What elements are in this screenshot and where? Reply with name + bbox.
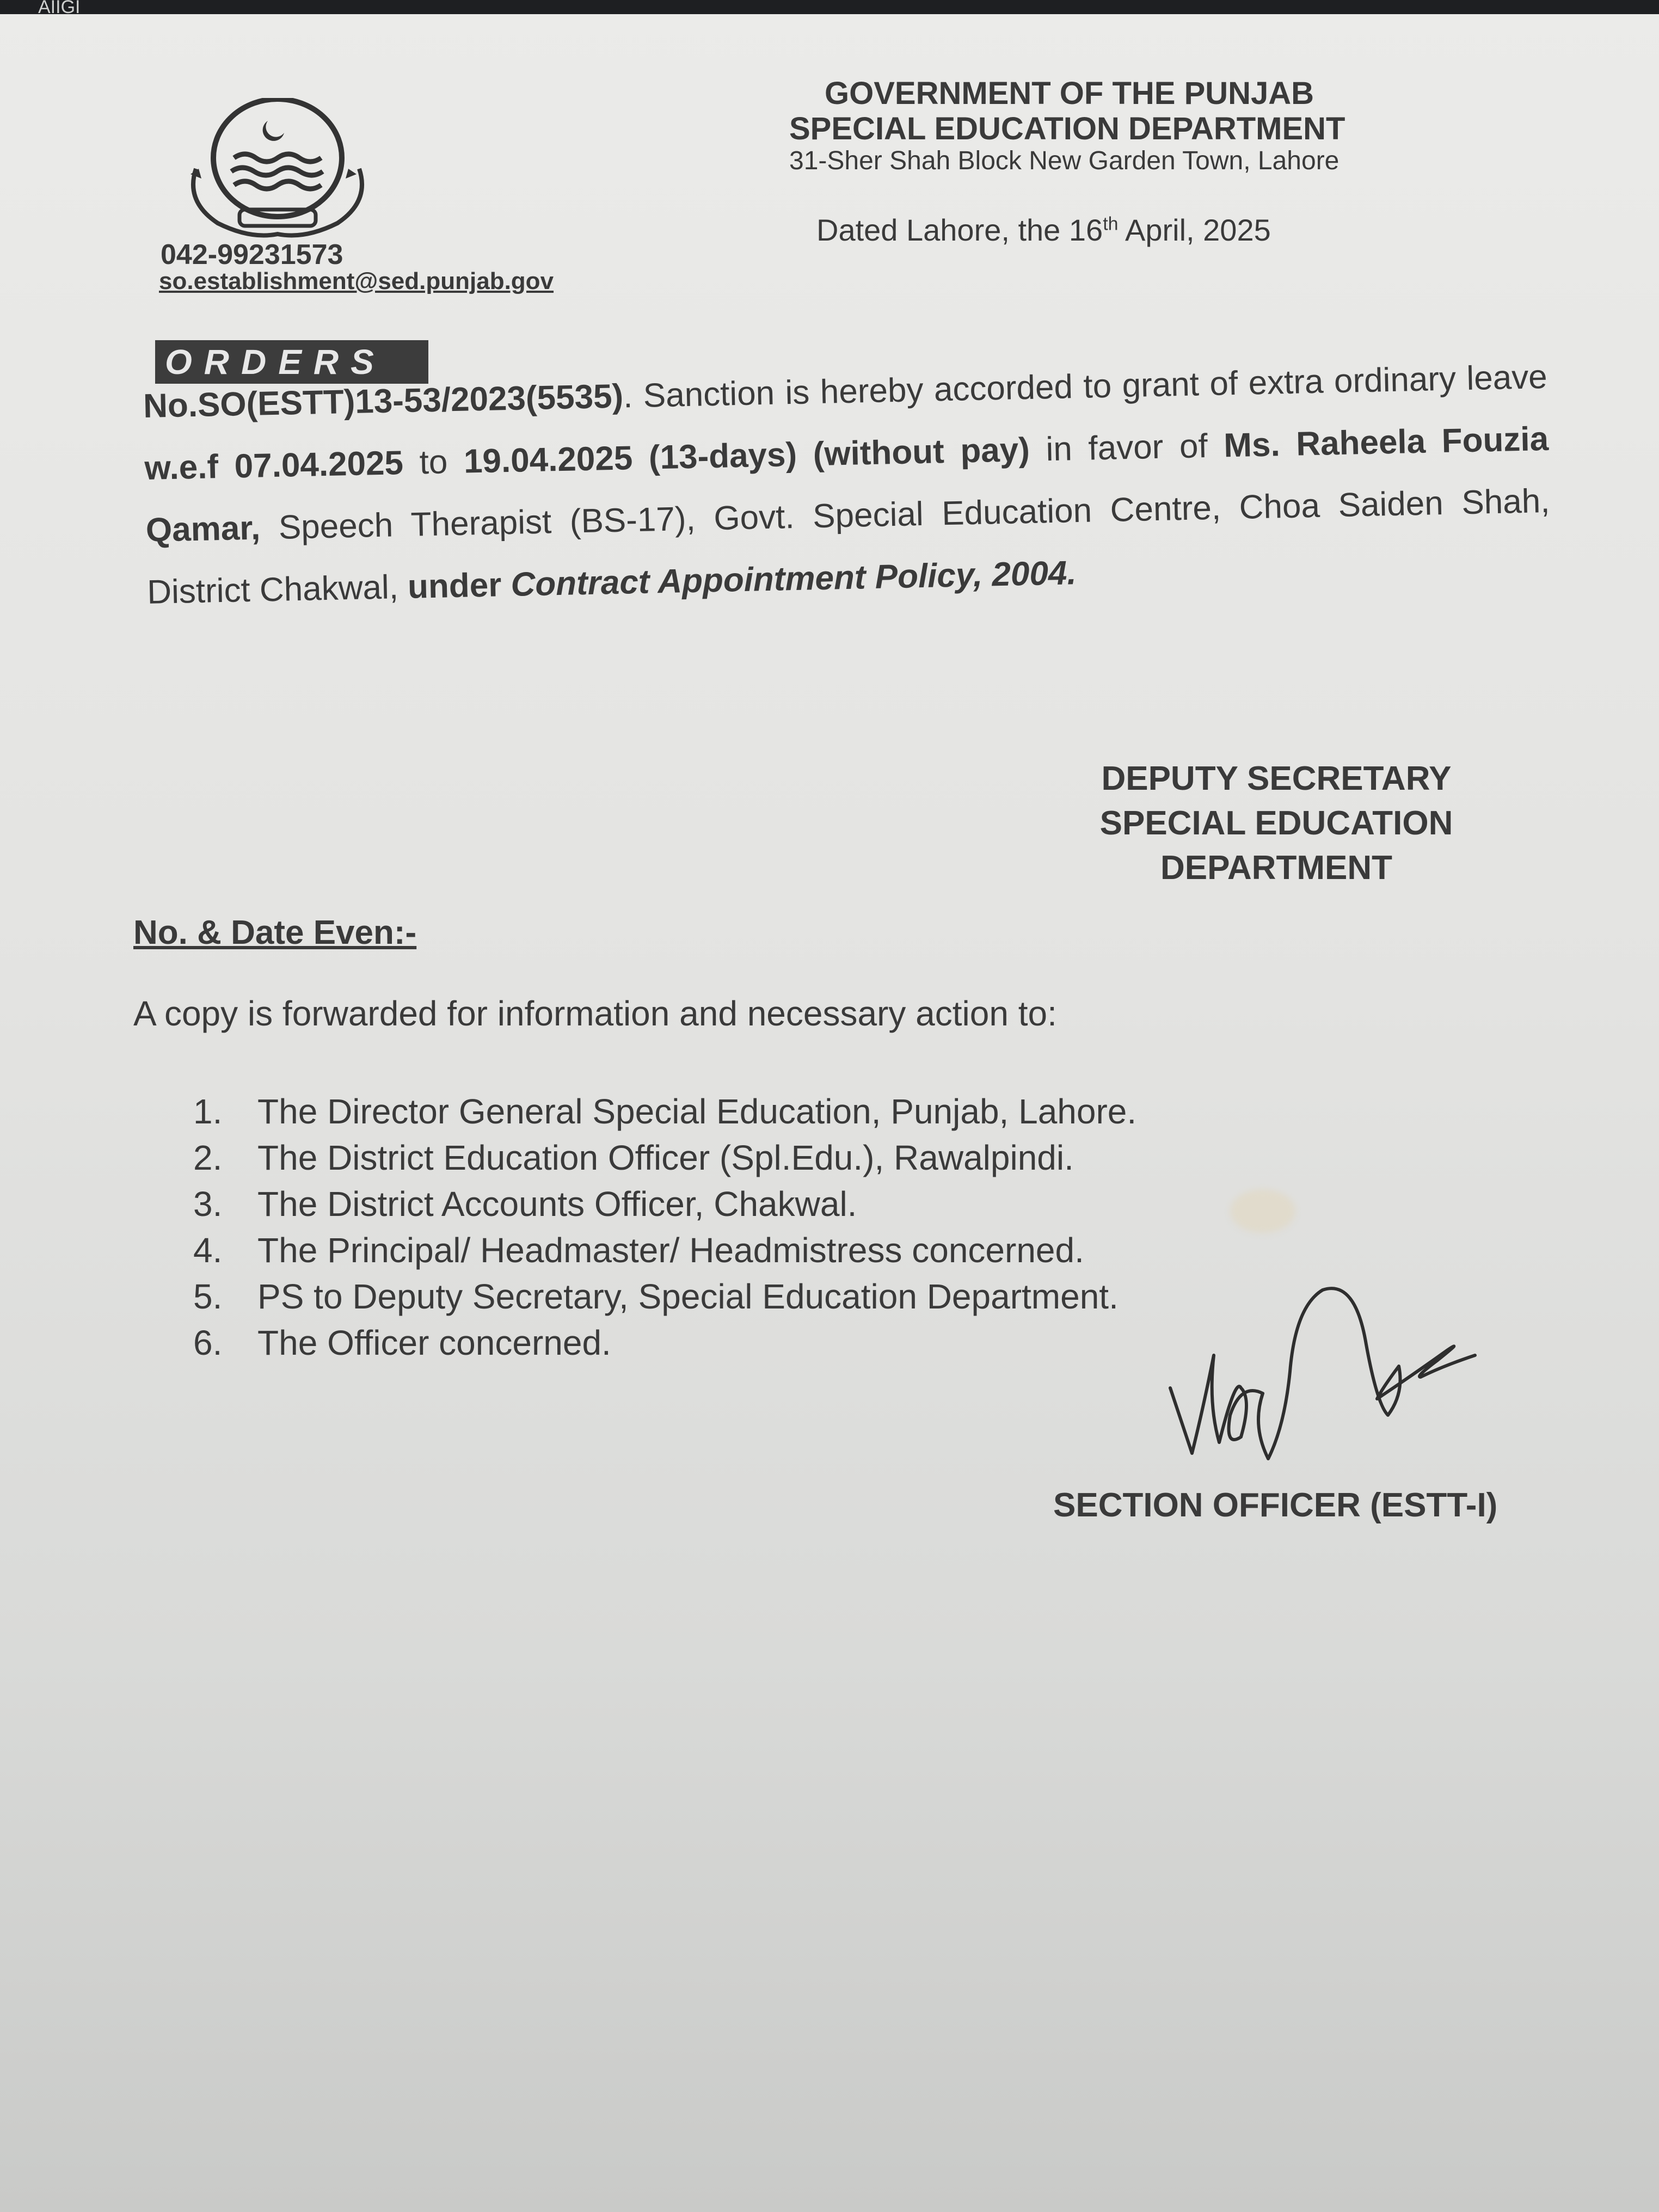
list-item-text: PS to Deputy Secretary, Special Education Department.: [257, 1277, 1119, 1316]
dated-rest: April, 2025: [1118, 213, 1271, 247]
phone-number: 042-99231573: [161, 239, 343, 271]
no-date-even: No. & Date Even:-: [133, 914, 417, 951]
order-end-date: 19.04.2025 (13-days) (without pay): [463, 431, 1030, 481]
paper-stain: [1230, 1189, 1295, 1233]
section-officer-signatory: SECTION OFFICER (ESTT-I): [1053, 1486, 1498, 1524]
order-text-2: in favor of: [1029, 427, 1225, 469]
dated-line: [816, 212, 1271, 248]
list-item-text: The Officer concerned.: [257, 1323, 611, 1362]
list-item-text: The Director General Special Education, Punjab, Lahore.: [257, 1092, 1137, 1131]
list-item-number: 3.: [193, 1184, 223, 1224]
signatory-line-3: DEPARTMENT: [1160, 849, 1392, 887]
order-policy: Contract Appointment Policy, 2004.: [501, 554, 1077, 604]
list-item-number: 2.: [193, 1138, 223, 1177]
order-wef: w.e.f 07.04.2025: [144, 444, 404, 487]
list-item: [193, 1320, 1136, 1366]
recipient-list: [193, 1089, 1136, 1366]
government-heading: GOVERNMENT OF THE PUNJAB: [825, 76, 1314, 111]
list-item: [193, 1181, 1136, 1227]
employee-name: Ms. Raheela Fouzia Qamar,: [145, 420, 1549, 549]
signatory-line-2: SPECIAL EDUCATION: [1099, 804, 1453, 842]
order-body: [143, 346, 1552, 624]
list-item-text: The Principal/ Headmaster/ Headmistress concerned.: [257, 1231, 1084, 1270]
list-item: [193, 1227, 1136, 1274]
top-dark-strip: [0, 0, 1659, 17]
signatory-line-1: DEPUTY SECRETARY: [1101, 760, 1452, 797]
department-heading: SPECIAL EDUCATION DEPARTMENT: [789, 111, 1345, 146]
order-under: under: [407, 566, 502, 606]
orders-label: ORDERS: [155, 340, 428, 384]
list-item: [193, 1274, 1136, 1320]
email-address: so.establishment@sed.punjab.gov: [159, 268, 554, 294]
punjab-government-emblem-icon: [174, 98, 381, 239]
list-item-text: The District Accounts Officer, Chakwal.: [257, 1184, 857, 1224]
strip-text: AIIGI: [38, 0, 81, 17]
dated-suffix: th: [1103, 213, 1119, 235]
list-item-text: The District Education Officer (Spl.Edu.), Rawalpindi.: [257, 1138, 1074, 1177]
order-to: to: [403, 443, 464, 482]
order-number: No.SO(ESTT)13-53/2023(5535): [143, 377, 624, 425]
list-item: [193, 1089, 1136, 1135]
list-item-number: 4.: [193, 1231, 223, 1270]
handwritten-signature-icon: [1154, 1246, 1589, 1475]
order-text-3: Speech Therapist (BS-17), Govt. Special Education Centre, Choa Saiden Shah, District Chakwal,: [146, 482, 1551, 611]
list-item-number: 5.: [193, 1277, 223, 1316]
department-address: 31-Sher Shah Block New Garden Town, Lahore: [789, 146, 1340, 175]
copy-forwarded-text: A copy is forwarded for information and necessary action to:: [133, 994, 1057, 1033]
deputy-secretary-block: [1064, 757, 1489, 890]
list-item-number: 1.: [193, 1092, 223, 1131]
order-text-1: . Sanction is hereby accorded to grant of extra ordinary leave: [623, 358, 1548, 415]
dated-prefix: Dated Lahore, the 16: [816, 213, 1103, 247]
list-item-number: 6.: [193, 1323, 223, 1362]
list-item: [193, 1135, 1136, 1181]
